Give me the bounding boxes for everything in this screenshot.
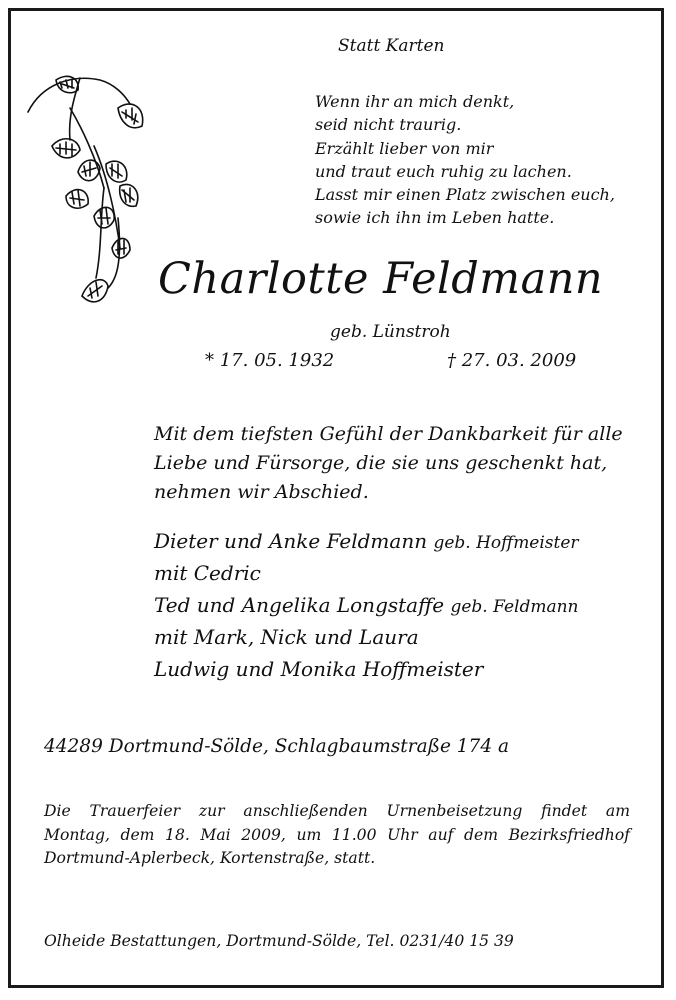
poem (315, 90, 615, 230)
thanks-line: Mit dem tiefsten Gefühl der Dankbarkeit für alle (154, 423, 623, 445)
birch-branch-icon (22, 68, 162, 328)
family-line (154, 525, 579, 557)
ceremony-line: Die Trauerfeier zur anschließenden Urnenbeisetzung findet am (44, 802, 630, 820)
family-suffix: geb. Hoffmeister (433, 533, 579, 553)
ceremony-line: Montag, dem 18. Mai 2009, um 11.00 Uhr auf dem Bezirksfriedhof (44, 825, 630, 844)
ceremony-info (44, 800, 630, 871)
family-line (154, 653, 579, 685)
thanks-text (154, 420, 623, 507)
birth-date: * 17. 05. 1932 (205, 350, 335, 371)
undertaker-info: Olheide Bestattungen, Dortmund-Sölde, Tel. 0231/40 15 39 (44, 932, 514, 950)
family-member: Dieter und Anke Feldmann (154, 529, 428, 553)
maiden-name: geb. Lünstroh (330, 322, 451, 342)
deceased-name: Charlotte Feldmann (158, 254, 604, 304)
family-address: 44289 Dortmund-Sölde, Schlagbaumstraße 174 a (44, 736, 510, 757)
poem-line: und traut euch ruhig zu lachen. (315, 161, 572, 181)
header-text: Statt Karten (338, 36, 445, 56)
family-line (154, 557, 579, 589)
family-list (154, 525, 579, 685)
family-line (154, 621, 579, 653)
death-date: † 27. 03. 2009 (447, 350, 577, 371)
thanks-line: Liebe und Fürsorge, die sie uns geschenkt hat, (154, 452, 608, 474)
family-member: mit Cedric (154, 561, 261, 585)
poem-line: Erzählt lieber von mir (315, 138, 494, 158)
family-member: Ted und Angelika Longstaffe (154, 593, 445, 617)
poem-line: seid nicht traurig. (315, 115, 462, 135)
poem-line: sowie ich ihn im Leben hatte. (315, 208, 555, 228)
family-member: mit Mark, Nick und Laura (154, 625, 419, 649)
ceremony-line: Dortmund-Aplerbeck, Kortenstraße, statt. (44, 849, 376, 867)
poem-line: Lasst mir einen Platz zwischen euch, (315, 185, 615, 205)
family-member: Ludwig und Monika Hoffmeister (154, 657, 484, 681)
thanks-line: nehmen wir Abschied. (154, 481, 369, 503)
poem-line: Wenn ihr an mich denkt, (315, 92, 515, 111)
family-suffix: geb. Feldmann (450, 597, 579, 617)
family-line (154, 589, 579, 621)
